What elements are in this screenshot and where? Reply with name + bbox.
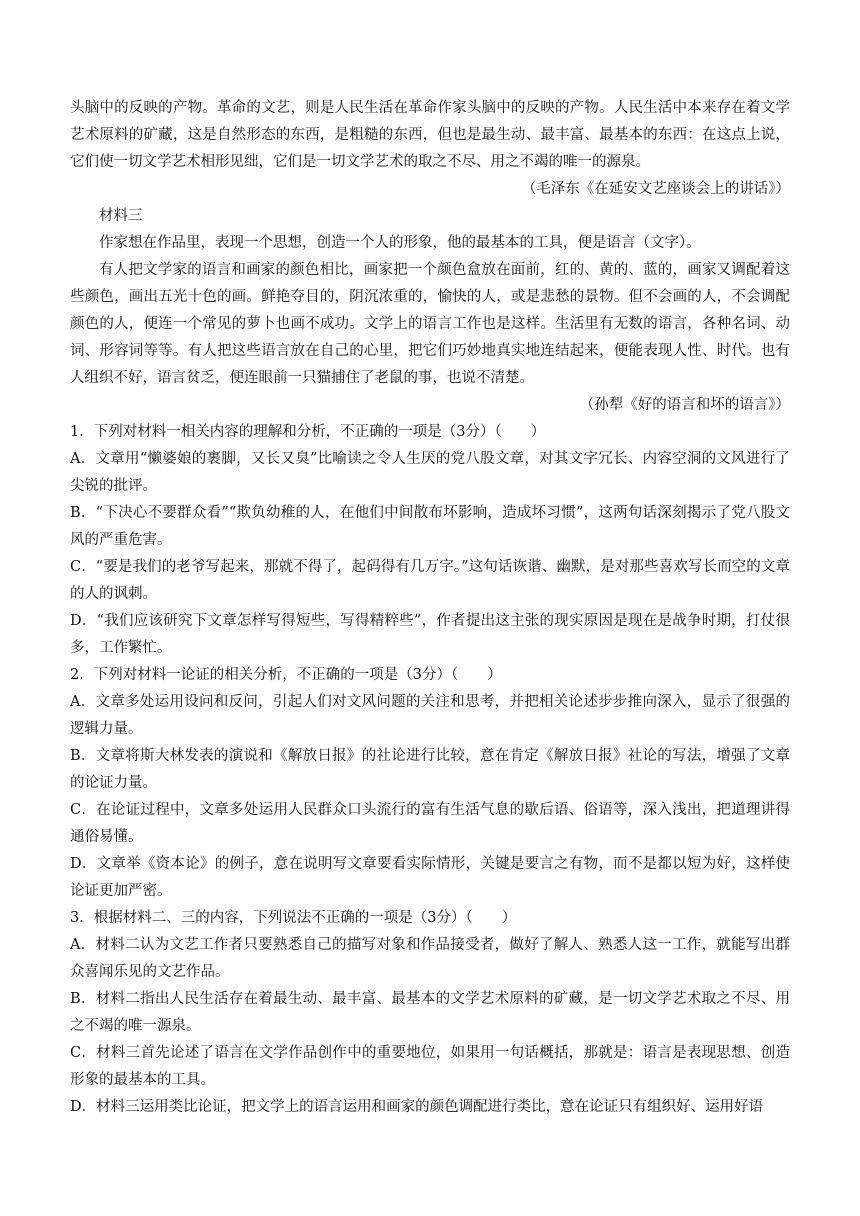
option-c: C．在论证过程中，文章多处运用人民群众口头流行的富有生活气息的歇后语、俗语等，深入浅出，把道理讲得通俗易懂。	[70, 802, 790, 845]
option-d: D．“我们应该研究下文章怎样写得短些，写得精粹些”，作者提出这主张的现实原因是现在是战争时期，打仗很多，工作繁忙。	[70, 613, 790, 656]
question-2	[70, 662, 790, 905]
option-a: A．文章用“懒婆娘的裹脚，又长又臭”比喻读之令人生厌的党八股文章，对其文字冗长、内容空洞的文风进行了尖锐的批评。	[70, 451, 790, 494]
document-page	[70, 95, 790, 1121]
option-d: D．材料三运用类比论证，把文学上的语言运用和画家的颜色调配进行类比，意在论证只有组织好、运用好语	[70, 1099, 764, 1115]
material2-paragraph-end: 头脑中的反映的产物。革命的文艺，则是人民生活在革命作家头脑中的反映的产物。人民生活中本来存在着文学艺术原料的矿藏，这是自然形态的东西，是粗糙的东西，但也是最生动、最丰富、最基本的东西：在这点上说，它们使一切文学艺术相形见绌，它们是一切文学艺术的取之不尽、用之不竭的唯一的源泉。	[70, 100, 790, 170]
question-3	[70, 905, 790, 1121]
option-b: B．文章将斯大林发表的演说和《解放日报》的社论进行比较，意在肯定《解放日报》社论的写法，增强了文章的论证力量。	[70, 748, 790, 791]
material3-paragraph-2: 有人把文学家的语言和画家的颜色相比，画家把一个颜色盒放在面前，红的、黄的、蓝的，画家又调配着这些颜色，画出五光十色的画。鲜艳夺目的，阴沉浓重的，愉快的人，或是悲愁的景物。但不会画的人，不会调配颜色的人，便连一个常见的萝卜也画不成功。文学上的语言工作也是这样。生活里有无数的语言，各种名词、动词、形容词等等。有人把这些语言放在自己的心里，把它们巧妙地真实地连结起来，便能表现人性、时代。也有人组织不好，语言贫乏，便连眼前一只猫捕住了老鼠的事，也说不清楚。	[70, 262, 790, 386]
material3-heading: 材料三	[99, 208, 143, 224]
option-d: D．文章举《资本论》的例子，意在说明写文章要看实际情形，关键是要言之有物，而不是都以短为好，这样使论证更加严密。	[70, 856, 790, 899]
question-1	[70, 419, 790, 662]
material3-paragraph-1: 作家想在作品里，表现一个思想，创造一个人的形象，他的最基本的工具，便是语言（文字）。	[99, 235, 701, 251]
option-c: C．材料三首先论述了语言在文学作品创作中的重要地位，如果用一句话概括，那就是：语言是表现思想、创造形象的最基本的工具。	[70, 1045, 790, 1088]
material2-source: （毛泽东《在延安文艺座谈会上的讲话》）	[521, 181, 790, 197]
option-a: A．材料二认为文艺工作者只要熟悉自己的描写对象和作品接受者，做好了解人、熟悉人这一工作，就能写出群众喜闻乐见的文艺作品。	[70, 937, 790, 980]
question-stem: 2．下列对材料一论证的相关分析，不正确的一项是（3分）（ ）	[70, 667, 502, 683]
option-b: B．材料二指出人民生活存在着最生动、最丰富、最基本的文学艺术原料的矿藏，是一切文学艺术取之不尽、用之不竭的唯一源泉。	[70, 991, 790, 1034]
material3-source: （孙犁《好的语言和坏的语言》）	[579, 397, 790, 413]
question-stem: 1．下列对材料一相关内容的理解和分析，不正确的一项是（3分）（ ）	[70, 424, 546, 440]
option-a: A．文章多处运用设问和反问，引起人们对文风问题的关注和思考，并把相关论述步步推向深入，显示了很强的逻辑力量。	[70, 694, 790, 737]
option-b: B．“下决心不要群众看”“欺负幼稚的人，在他们中间散布坏影响，造成坏习惯”，这两句话深刻揭示了党八股文风的严重危害。	[70, 505, 790, 548]
option-c: C．“要是我们的老爷写起来，那就不得了，起码得有几万字。”这句话诙谐、幽默，是对那些喜欢写长而空的文章的人的讽刺。	[70, 559, 790, 602]
question-stem: 3．根据材料二、三的内容，下列说法不正确的一项是（3分）（ ）	[70, 910, 517, 926]
